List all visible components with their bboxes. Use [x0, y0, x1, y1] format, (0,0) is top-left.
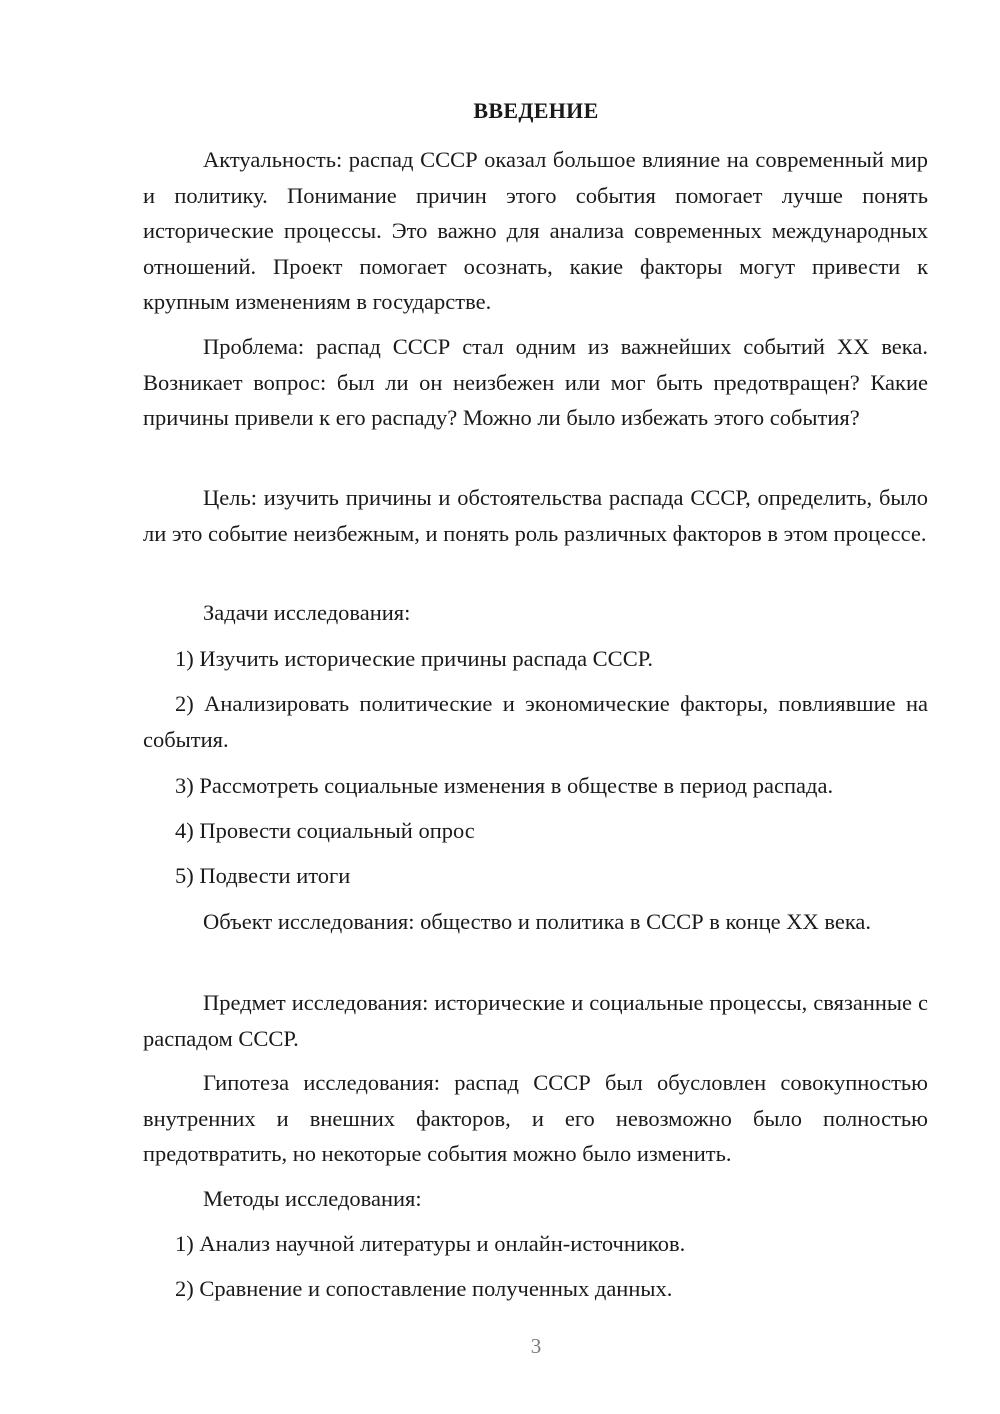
- paragraph-problem: Проблема: распад СССР стал одним из важнейших событий XX века. Возникает вопрос: был ли он неизбежен или мог быть предотвращен? Какие причины привели к его распаду? Можно ли было избежать этого события?: [143, 334, 928, 430]
- list-item-task-4: 4) Провести социальный опрос: [175, 818, 475, 843]
- paragraph-hypothesis: Гипотеза исследования: распад СССР был обусловлен совокупностью внутренних и внешних факторов, и его невозможно было полностью предотвратить, но некоторые события можно было изменить.: [143, 1070, 928, 1166]
- list-item-task-5: 5) Подвести итоги: [175, 863, 351, 888]
- methods-heading: Методы исследования:: [203, 1186, 422, 1211]
- list-item-task-3: 3) Рассмотреть социальные изменения в обществе в период распада.: [175, 773, 834, 798]
- paragraph-subject: Предмет исследования: исторические и социальные процессы, связанные с распадом СССР.: [143, 990, 928, 1051]
- tasks-heading: Задачи исследования:: [203, 600, 411, 625]
- list-item-method-2: 2) Сравнение и сопоставление полученных данных.: [175, 1276, 673, 1301]
- list-item-method-1: 1) Анализ научной литературы и онлайн-источников.: [175, 1231, 686, 1256]
- paragraph-object: Объект исследования: общество и политика в СССР в конце XX века.: [203, 909, 872, 934]
- paragraph-relevance: Актуальность: распад СССР оказал большое влияние на современный мир и политику. Понимание причин этого события помогает лучше понять исторические процессы. Это важно для анализа современных международных отношений. Проект помогает осознать, какие факторы могут привести к крупным изменениям в государстве.: [143, 147, 928, 314]
- section-title: ВВЕДЕНИЕ: [473, 98, 599, 123]
- paragraph-goal: Цель: изучить причины и обстоятельства распада СССР, определить, было ли это событие неизбежным, и понять роль различных факторов в этом процессе.: [143, 485, 928, 546]
- page-number: 3: [530, 1334, 542, 1358]
- list-item-task-2: 2) Анализировать политические и экономические факторы, повлиявшие на события.: [143, 691, 928, 752]
- list-item-task-1: 1) Изучить исторические причины распада СССР.: [175, 646, 654, 671]
